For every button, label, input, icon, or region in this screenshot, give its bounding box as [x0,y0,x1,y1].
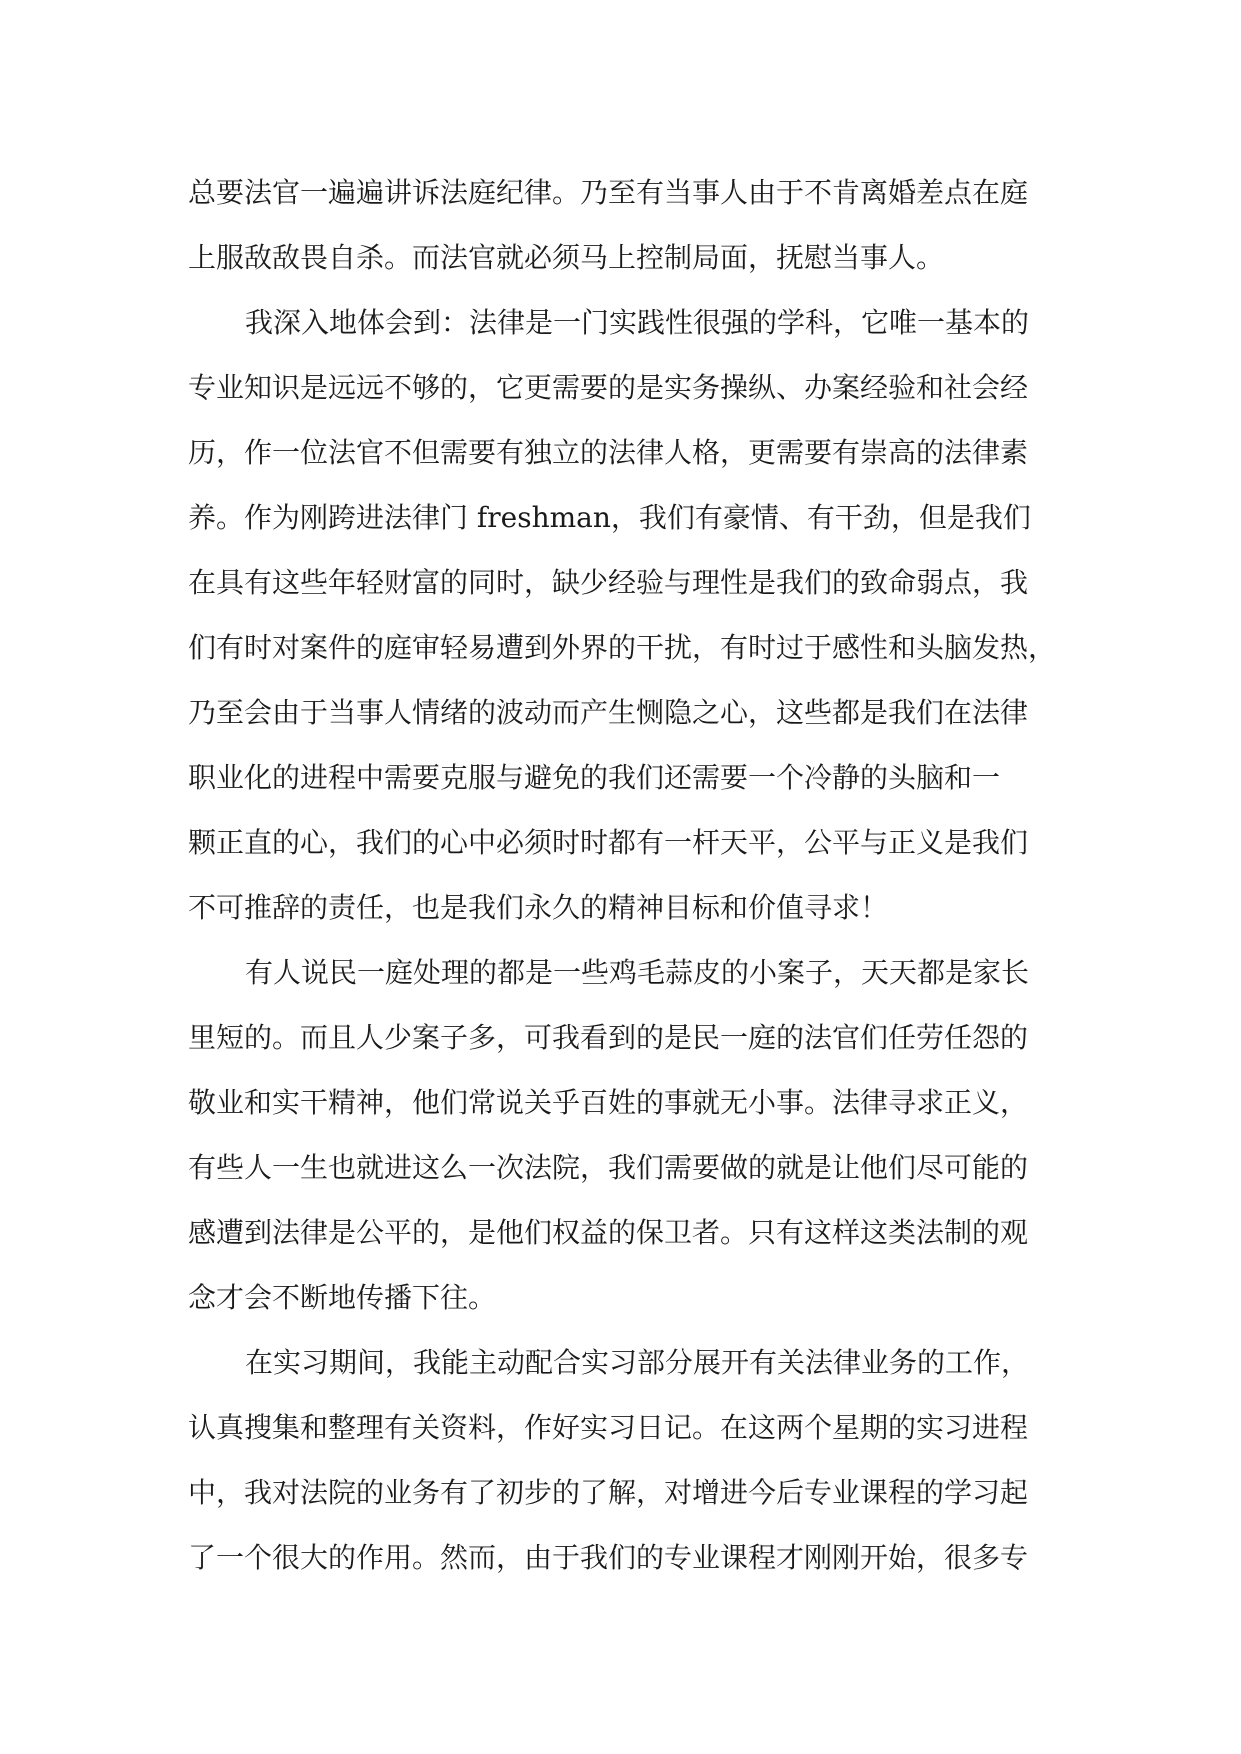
text-line: 认真搜集和整理有关资料，作好实习日记。在这两个星期的实习进程 [188,1411,1029,1444]
text-line: 总要法官一遍遍讲诉法庭纪律。乃至有当事人由于不肯离婚差点在庭 [188,176,1029,209]
text-line: 感遭到法律是公平的，是他们权益的保卫者。只有这样这类法制的观 [188,1216,1029,1249]
text-line: 乃至会由于当事人情绪的波动而产生恻隐之心，这些都是我们在法律 [188,696,1029,729]
text-line: 念才会不断地传播下往。 [188,1281,497,1314]
paragraph [188,940,1068,1330]
text-line: 养。作为刚跨进法律门 freshman，我们有豪情、有干劲，但是我们 [188,501,1031,534]
paragraph [188,1330,1068,1590]
document-body [188,160,1068,1590]
text-line: 在实习期间，我能主动配合实习部分展开有关法律业务的工作， [245,1346,1030,1379]
text-line: 了一个很大的作用。然而，由于我们的专业课程才刚刚开始，很多专 [188,1541,1029,1574]
text-line: 有人说民一庭处理的都是一些鸡毛蒜皮的小案子，天天都是家长 [245,956,1030,989]
text-line: 历，作一位法官不但需要有独立的法律人格，更需要有崇高的法律素 [188,436,1029,469]
text-line: 颗正直的心，我们的心中必须时时都有一杆天平，公平与正义是我们 [188,826,1029,859]
text-line: 专业知识是远远不够的，它更需要的是实务操纵、办案经验和社会经 [188,371,1029,404]
text-line: 职业化的进程中需要克服与避免的我们还需要一个冷静的头脑和一 [188,761,1001,794]
paragraph [188,290,1068,940]
text-line: 中，我对法院的业务有了初步的了解，对增进今后专业课程的学习起 [188,1476,1029,1509]
text-line: 上服敌敌畏自杀。而法官就必须马上控制局面，抚慰当事人。 [188,241,945,274]
text-line: 我深入地体会到：法律是一门实践性很强的学科，它唯一基本的 [245,306,1030,339]
text-line: 不可推辞的责任，也是我们永久的精神目标和价值寻求！ [188,891,889,924]
text-line: 里短的。而且人少案子多，可我看到的是民一庭的法官们任劳任怨的 [188,1021,1029,1054]
paragraph [188,160,1068,290]
text-line: 敬业和实干精神，他们常说关乎百姓的事就无小事。法律寻求正义， [188,1086,1029,1119]
text-line: 有些人一生也就进这么一次法院，我们需要做的就是让他们尽可能的 [188,1151,1029,1184]
text-line: 们有时对案件的庭审轻易遭到外界的干扰，有时过于感性和头脑发热， [188,631,1057,664]
text-line: 在具有这些年轻财富的同时，缺少经验与理性是我们的致命弱点，我 [188,566,1029,599]
